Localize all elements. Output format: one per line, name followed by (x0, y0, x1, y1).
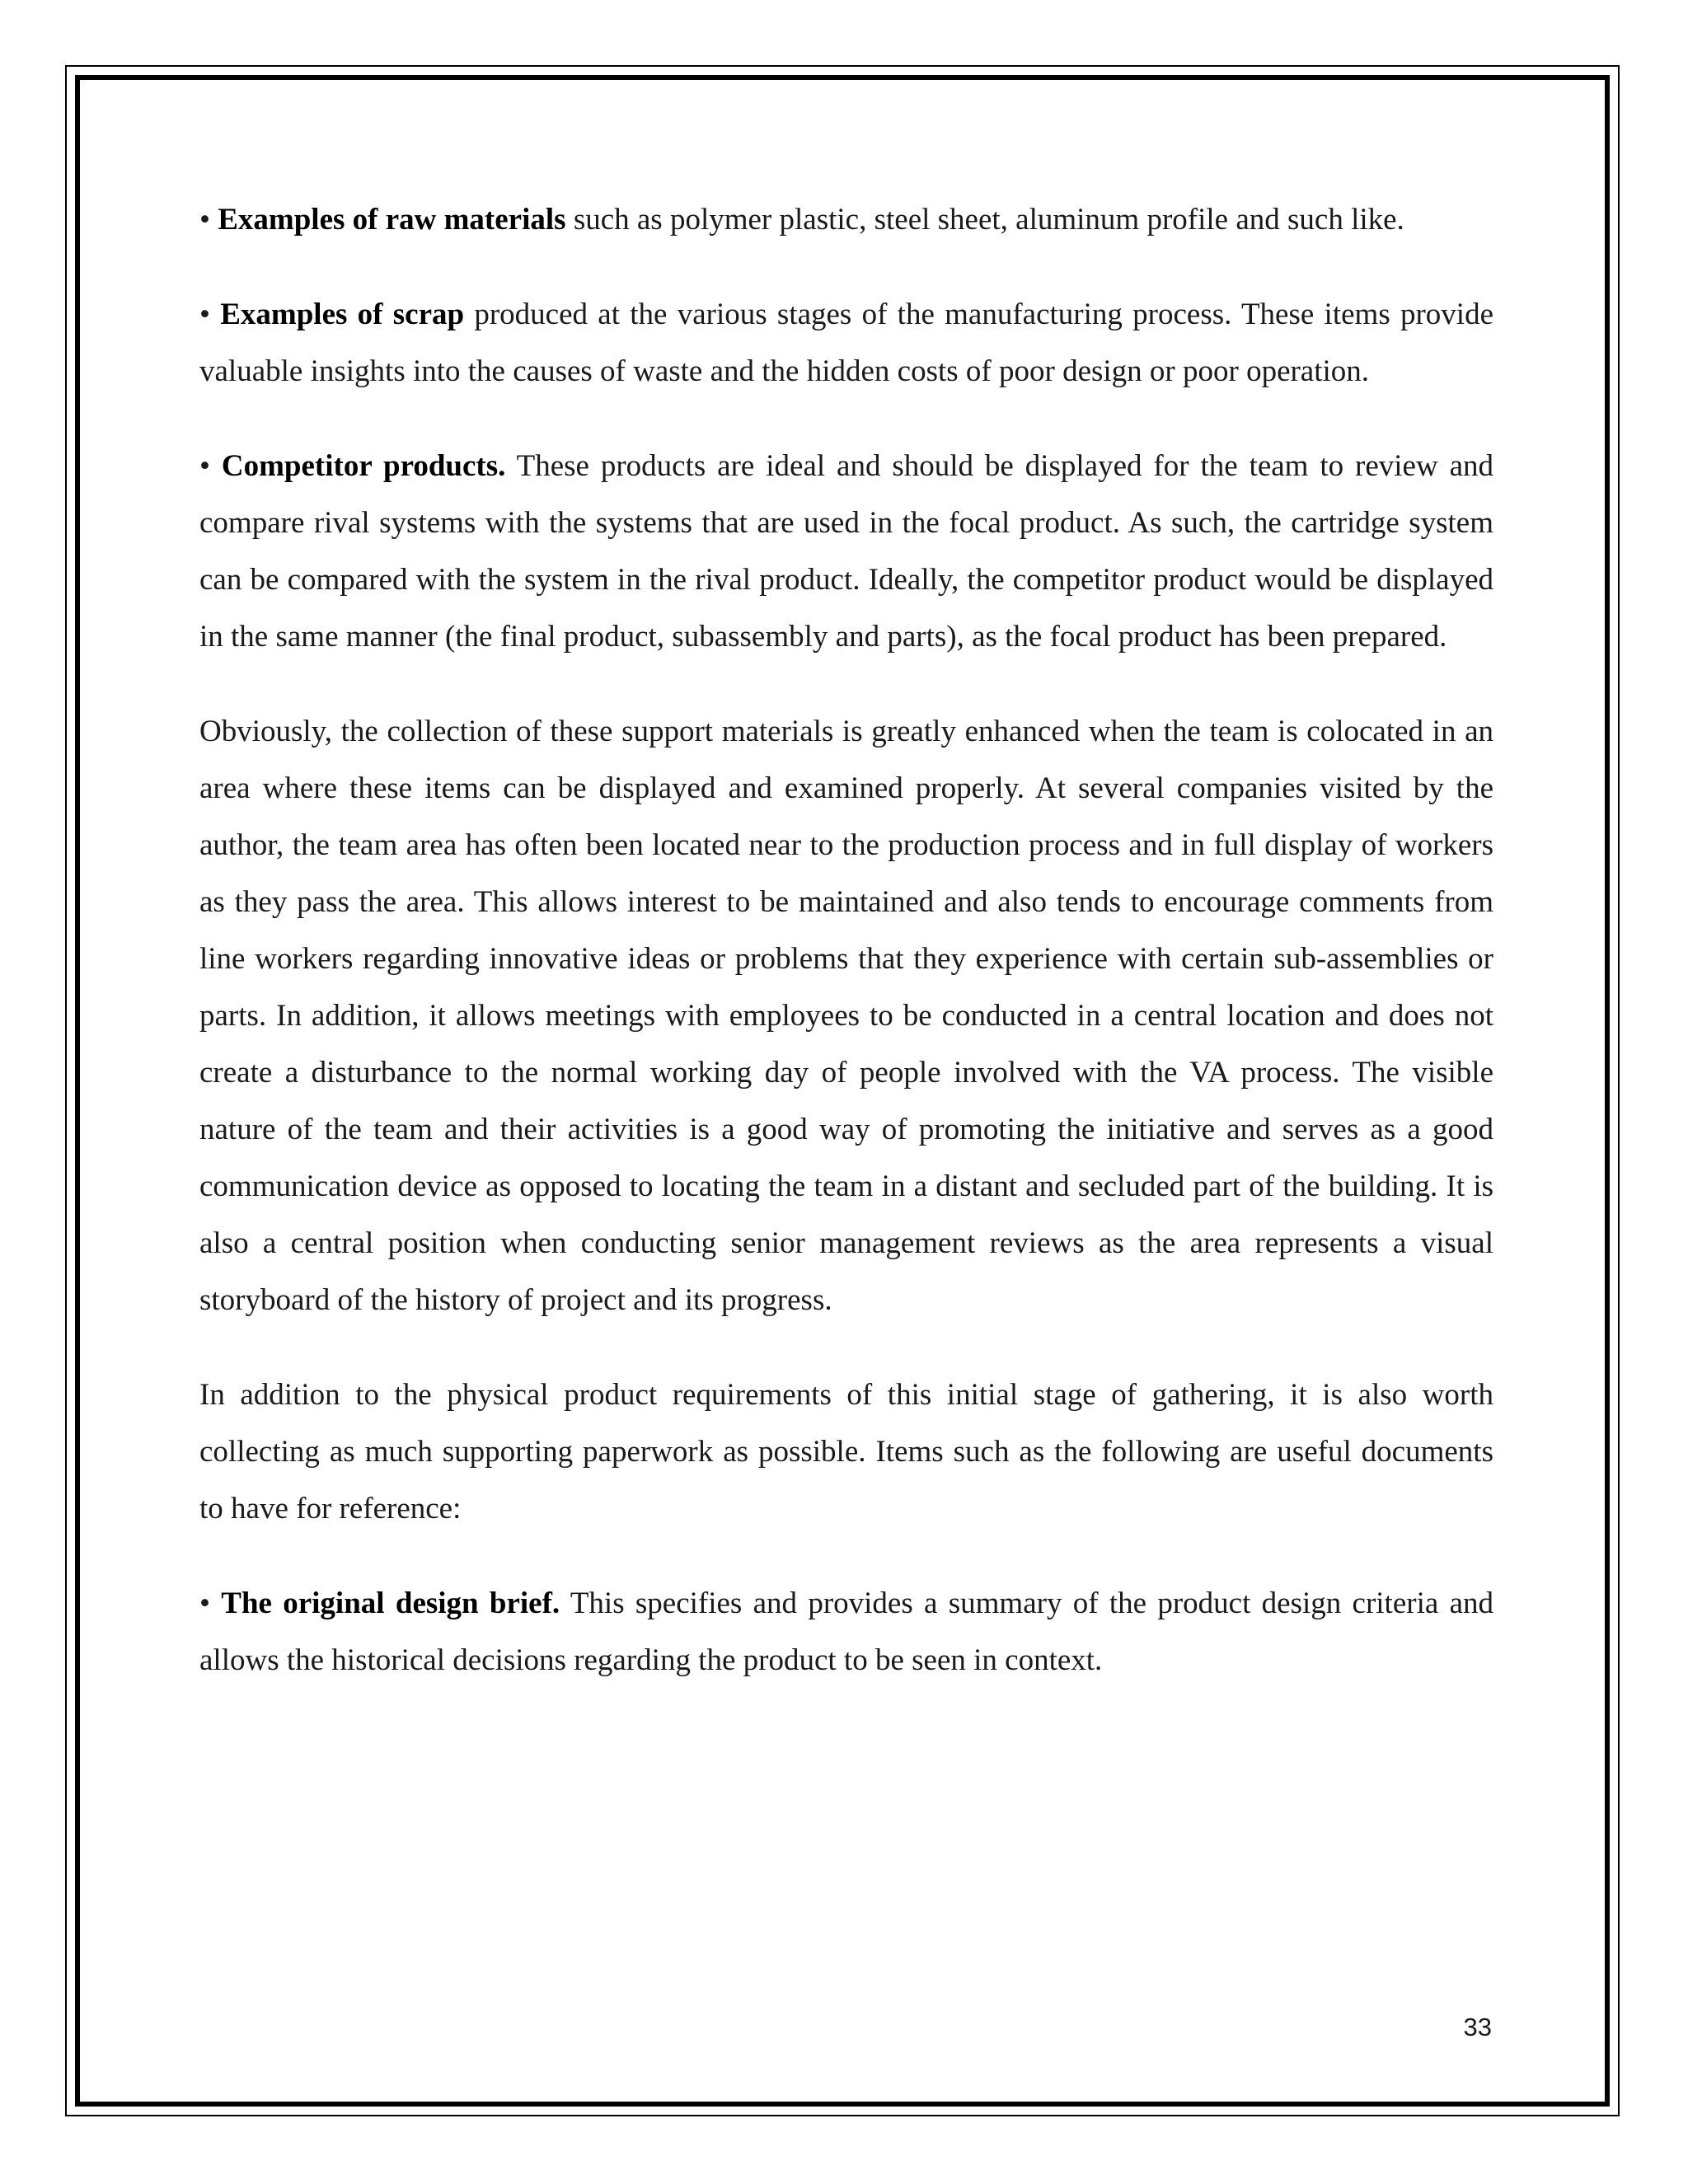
paragraph-paperwork: In addition to the physical product requirements of this initial stage of gathering, it is also worth collecting as much supporting paperwork as possible. Items such as the following are useful documents to have for reference: (199, 1378, 1493, 1526)
bullet-competitor-products (199, 438, 1493, 665)
page-number: 33 (1463, 2013, 1492, 2041)
page-body (199, 191, 1493, 1727)
bullet-text: This specifies and provides a summary of the product design criteria and allows the historical decisions regarding the product to be seen in context. (199, 1586, 1493, 1677)
paragraph-support-materials: Obviously, the collection of these support materials is greatly enhanced when the team is colocated in an area where these items can be displayed and examined properly. At several companies visited by the author, the team area has often been located near to the production process and in full display of workers as they pass the area. This allows interest to be maintained and also tends to encourage comments from line workers regarding innovative ideas or problems that they experience with certain sub-assemblies or parts. In addition, it allows meetings with employees to be conducted in a central location and does not create a disturbance to the normal working day of people involved with the VA process. The visible nature of the team and their activities is a good way of promoting the initiative and serves as a good communication device as opposed to locating the team in a distant and secluded part of the building. It is also a central position when conducting senior management reviews as the area represents a visual storyboard of the history of project and its progress. (199, 715, 1493, 1317)
bullet-raw-materials (199, 191, 1493, 248)
bullet-text: These products are ideal and should be displayed for the team to review and compare rival systems with the systems that are used in the focal product. As such, the cartridge system can be compared with the system in the rival product. Ideally, the competitor product would be displayed in the same manner (the final product, subassembly and parts), as the focal product has been prepared. (199, 449, 1494, 654)
bullet-lead: The original design brief. (221, 1586, 560, 1620)
bullet-marker: • (199, 298, 210, 331)
bullet-lead: Examples of raw materials (218, 203, 566, 237)
bullet-lead: Examples of scrap (220, 298, 465, 331)
bullet-scrap (199, 286, 1493, 400)
bullet-text: such as polymer plastic, steel sheet, aluminum profile and such like. (573, 203, 1404, 237)
bullet-marker: • (199, 1586, 210, 1620)
bullet-lead: Competitor products. (221, 449, 506, 483)
bullet-design-brief (199, 1575, 1493, 1689)
bullet-marker: • (199, 203, 210, 237)
bullet-marker: • (199, 449, 210, 483)
bullet-text: produced at the various stages of the manufacturing process. These items provide valuable insights into the causes of waste and the hidden costs of poor design or poor operation. (199, 298, 1494, 388)
